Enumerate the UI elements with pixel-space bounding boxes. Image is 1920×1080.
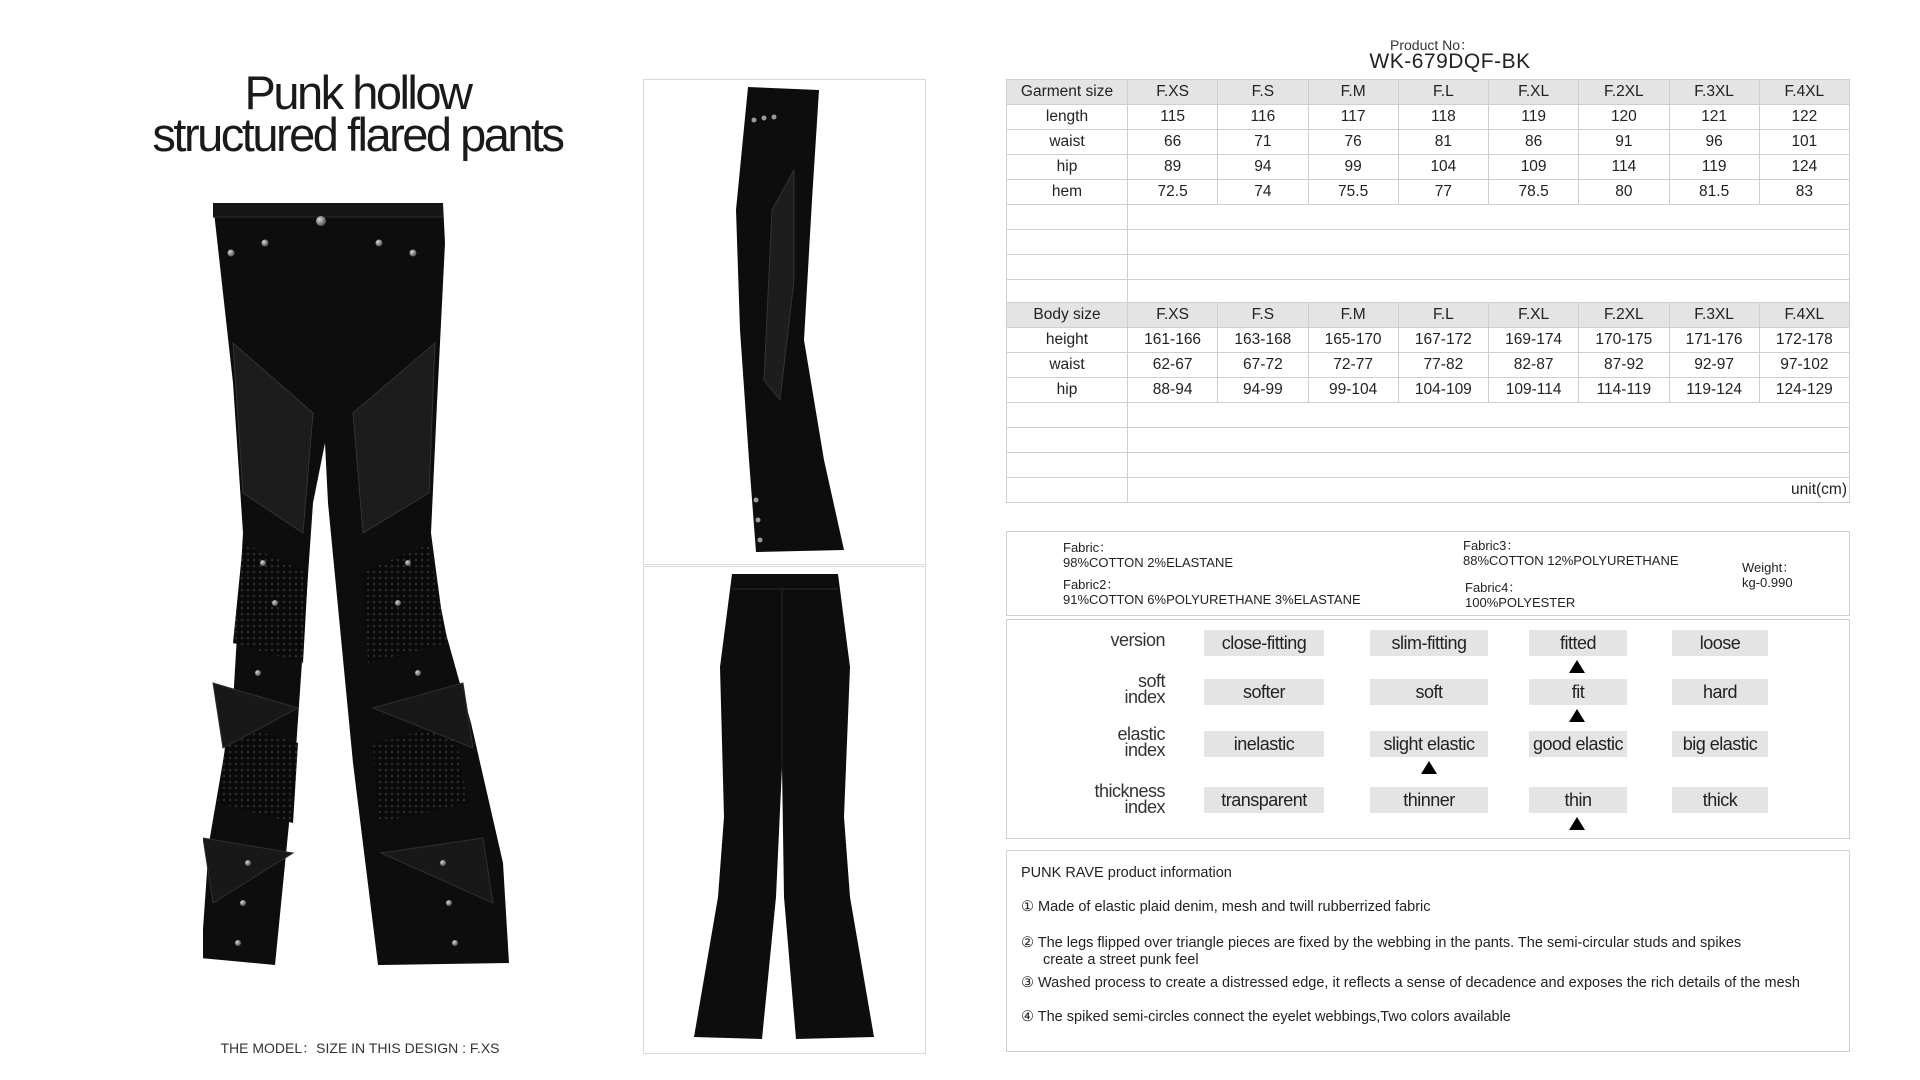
index-label-thickness: thickness index bbox=[1094, 781, 1165, 817]
table-cell: 117 bbox=[1308, 105, 1398, 130]
table-cell: 76 bbox=[1308, 130, 1398, 155]
thickness-option: transparent bbox=[1204, 787, 1324, 813]
info-item-2-cont: create a street punk feel bbox=[1043, 952, 1199, 968]
fabric-value: 98%COTTON 2%ELASTANE bbox=[1063, 555, 1234, 570]
table-row bbox=[1007, 328, 1850, 353]
table-cell: 94 bbox=[1218, 155, 1308, 180]
side-view-photo bbox=[644, 80, 925, 564]
table-cell: 163-168 bbox=[1218, 328, 1308, 353]
table-cell: 89 bbox=[1128, 155, 1218, 180]
version-option: slim-fitting bbox=[1370, 630, 1488, 656]
title-line-1: Punk hollow bbox=[244, 66, 471, 119]
table-cell: 109 bbox=[1489, 155, 1579, 180]
header-cell: F.XL bbox=[1489, 80, 1579, 105]
thickness-option-selected: thin bbox=[1529, 787, 1627, 813]
header-cell: F.4XL bbox=[1759, 303, 1849, 328]
table-cell: 74 bbox=[1218, 180, 1308, 205]
waistband bbox=[213, 203, 443, 217]
product-no-label: Product No： bbox=[1390, 37, 1475, 53]
soft-option: hard bbox=[1672, 679, 1768, 705]
empty-row bbox=[1007, 280, 1850, 305]
table-cell: 165-170 bbox=[1308, 328, 1398, 353]
table-cell: 114-119 bbox=[1579, 378, 1669, 403]
empty-row bbox=[1007, 230, 1850, 255]
table-cell: 119 bbox=[1669, 155, 1759, 180]
soft-option-selected: fit bbox=[1529, 679, 1627, 705]
unit-label: unit(cm) bbox=[1128, 478, 1850, 503]
index-label-soft: soft index bbox=[1124, 671, 1165, 707]
version-option: close-fitting bbox=[1204, 630, 1324, 656]
table-row bbox=[1007, 105, 1850, 130]
thickness-option: thinner bbox=[1370, 787, 1488, 813]
header-cell: F.S bbox=[1218, 303, 1308, 328]
index-label-elastic: elastic index bbox=[1117, 724, 1165, 760]
table-cell: 169-174 bbox=[1489, 328, 1579, 353]
table-cell: 171-176 bbox=[1669, 328, 1759, 353]
header-cell: F.S bbox=[1218, 80, 1308, 105]
table-cell: 167-172 bbox=[1398, 328, 1488, 353]
body-size-table bbox=[1006, 302, 1850, 503]
table-cell: 81.5 bbox=[1669, 180, 1759, 205]
table-cell: 78.5 bbox=[1489, 180, 1579, 205]
info-item-1: ① Made of elastic plaid denim, mesh and twill rubberrized fabric bbox=[1021, 899, 1431, 915]
weight-label: Weight： bbox=[1742, 560, 1796, 575]
row-label: height bbox=[1007, 328, 1128, 353]
empty-row bbox=[1007, 428, 1850, 453]
table-cell: 75.5 bbox=[1308, 180, 1398, 205]
thickness-indicator-icon bbox=[1569, 817, 1585, 830]
table-cell: 101 bbox=[1759, 130, 1849, 155]
info-item-3: ③ Washed process to create a distressed edge, it reflects a sense of decadence and exposes the rich details of the mesh bbox=[1021, 975, 1800, 991]
table-cell: 66 bbox=[1128, 130, 1218, 155]
elastic-option: big elastic bbox=[1672, 731, 1768, 757]
version-indicator-icon bbox=[1569, 660, 1585, 673]
table-row bbox=[1007, 353, 1850, 378]
row-label: waist bbox=[1007, 130, 1128, 155]
table-header-row bbox=[1007, 303, 1850, 328]
table-cell: 86 bbox=[1489, 130, 1579, 155]
version-option: loose bbox=[1672, 630, 1768, 656]
header-cell: F.XS bbox=[1128, 303, 1218, 328]
empty-row bbox=[1007, 453, 1850, 478]
table-cell: 77-82 bbox=[1398, 353, 1488, 378]
table-row bbox=[1007, 180, 1850, 205]
soft-option: softer bbox=[1204, 679, 1324, 705]
header-cell: Garment size bbox=[1007, 80, 1128, 105]
row-label: hip bbox=[1007, 155, 1128, 180]
header-cell: F.XS bbox=[1128, 80, 1218, 105]
table-cell: 122 bbox=[1759, 105, 1849, 130]
table-cell: 87-92 bbox=[1579, 353, 1669, 378]
unit-row bbox=[1007, 478, 1850, 503]
back-view-frame bbox=[643, 566, 926, 1054]
table-cell: 96 bbox=[1669, 130, 1759, 155]
weight-info bbox=[1742, 560, 1795, 590]
table-cell: 80 bbox=[1579, 180, 1669, 205]
product-title bbox=[110, 66, 605, 161]
soft-option: soft bbox=[1370, 679, 1488, 705]
fit-index-box bbox=[1006, 619, 1850, 839]
table-header-row bbox=[1007, 80, 1850, 105]
table-cell: 116 bbox=[1218, 105, 1308, 130]
elastic-option: inelastic bbox=[1204, 731, 1324, 757]
header-cell: F.3XL bbox=[1669, 80, 1759, 105]
table-cell: 97-102 bbox=[1759, 353, 1849, 378]
empty-row bbox=[1007, 205, 1850, 230]
side-view-frame bbox=[643, 79, 926, 565]
table-row bbox=[1007, 130, 1850, 155]
elastic-option-selected: slight elastic bbox=[1370, 731, 1488, 757]
table-cell: 120 bbox=[1579, 105, 1669, 130]
version-option-selected: fitted bbox=[1529, 630, 1627, 656]
row-label: hem bbox=[1007, 180, 1128, 205]
fabric-info-box bbox=[1006, 531, 1850, 616]
table-cell: 71 bbox=[1218, 130, 1308, 155]
table-cell: 124-129 bbox=[1759, 378, 1849, 403]
table-cell: 109-114 bbox=[1489, 378, 1579, 403]
empty-row bbox=[1007, 403, 1850, 428]
front-view-photo bbox=[203, 203, 520, 973]
fabric-label: Fabric4： bbox=[1465, 580, 1522, 595]
model-size-note: THE MODEL：SIZE IN THIS DESIGN : F.XS bbox=[220, 1040, 500, 1056]
table-cell: 72.5 bbox=[1128, 180, 1218, 205]
title-line-2: structured flared pants bbox=[152, 108, 563, 161]
row-label: length bbox=[1007, 105, 1128, 130]
table-cell: 115 bbox=[1128, 105, 1218, 130]
table-cell: 124 bbox=[1759, 155, 1849, 180]
index-label-version: version bbox=[1110, 630, 1165, 650]
table-cell: 99 bbox=[1308, 155, 1398, 180]
fabric-value: 88%COTTON 12%POLYURETHANE bbox=[1463, 553, 1679, 568]
fabric-4 bbox=[1465, 580, 1575, 610]
row-label: waist bbox=[1007, 353, 1128, 378]
header-cell: F.2XL bbox=[1579, 80, 1669, 105]
product-number: WK-679DQF-BK bbox=[1369, 50, 1531, 73]
table-cell: 114 bbox=[1579, 155, 1669, 180]
empty-row bbox=[1007, 255, 1850, 280]
fabric-2 bbox=[1063, 577, 1361, 607]
table-cell: 99-104 bbox=[1308, 378, 1398, 403]
table-cell: 72-77 bbox=[1308, 353, 1398, 378]
table-cell: 104-109 bbox=[1398, 378, 1488, 403]
table-cell: 92-97 bbox=[1669, 353, 1759, 378]
table-cell: 161-166 bbox=[1128, 328, 1218, 353]
fabric-label: Fabric2： bbox=[1063, 577, 1120, 592]
weight-value: kg-0.990 bbox=[1742, 575, 1793, 590]
header-cell: F.XL bbox=[1489, 303, 1579, 328]
header-cell: F.3XL bbox=[1669, 303, 1759, 328]
header-cell: F.M bbox=[1308, 303, 1398, 328]
button-icon bbox=[316, 216, 326, 226]
soft-indicator-icon bbox=[1569, 709, 1585, 722]
fabric-3 bbox=[1463, 538, 1679, 568]
header-cell: F.M bbox=[1308, 80, 1398, 105]
table-cell: 119 bbox=[1489, 105, 1579, 130]
table-cell: 81 bbox=[1398, 130, 1488, 155]
info-item-4: ④ The spiked semi-circles connect the eyelet webbings,Two colors available bbox=[1021, 1009, 1511, 1025]
table-cell: 88-94 bbox=[1128, 378, 1218, 403]
info-heading: PUNK RAVE product information bbox=[1021, 865, 1232, 881]
product-info-box bbox=[1006, 850, 1850, 1052]
fabric-value: 91%COTTON 6%POLYURETHANE 3%ELASTANE bbox=[1063, 592, 1361, 607]
table-cell: 119-124 bbox=[1669, 378, 1759, 403]
table-cell: 83 bbox=[1759, 180, 1849, 205]
table-cell: 104 bbox=[1398, 155, 1488, 180]
table-cell: 67-72 bbox=[1218, 353, 1308, 378]
garment-size-table bbox=[1006, 79, 1850, 305]
table-cell: 121 bbox=[1669, 105, 1759, 130]
back-view-photo bbox=[644, 567, 925, 1053]
thickness-option: thick bbox=[1672, 787, 1768, 813]
info-item-2: ② The legs flipped over triangle pieces are fixed by the webbing in the pants. The semi-circular studs and spikes bbox=[1021, 935, 1742, 951]
fabric-label: Fabric3： bbox=[1463, 538, 1520, 553]
header-cell: F.4XL bbox=[1759, 80, 1849, 105]
table-cell: 82-87 bbox=[1489, 353, 1579, 378]
table-cell: 170-175 bbox=[1579, 328, 1669, 353]
fabric-1 bbox=[1063, 540, 1233, 570]
table-cell: 172-178 bbox=[1759, 328, 1849, 353]
table-cell: 77 bbox=[1398, 180, 1488, 205]
table-cell: 91 bbox=[1579, 130, 1669, 155]
table-row bbox=[1007, 378, 1850, 403]
header-cell: F.2XL bbox=[1579, 303, 1669, 328]
header-cell: Body size bbox=[1007, 303, 1128, 328]
header-cell: F.L bbox=[1398, 303, 1488, 328]
header-cell: F.L bbox=[1398, 80, 1488, 105]
fabric-label: Fabric： bbox=[1063, 540, 1113, 555]
fabric-value: 100%POLYESTER bbox=[1465, 595, 1576, 610]
table-cell: 94-99 bbox=[1218, 378, 1308, 403]
table-cell: 118 bbox=[1398, 105, 1488, 130]
elastic-indicator-icon bbox=[1421, 761, 1437, 774]
table-cell: 62-67 bbox=[1128, 353, 1218, 378]
table-row bbox=[1007, 155, 1850, 180]
row-label: hip bbox=[1007, 378, 1128, 403]
elastic-option: good elastic bbox=[1529, 731, 1627, 757]
